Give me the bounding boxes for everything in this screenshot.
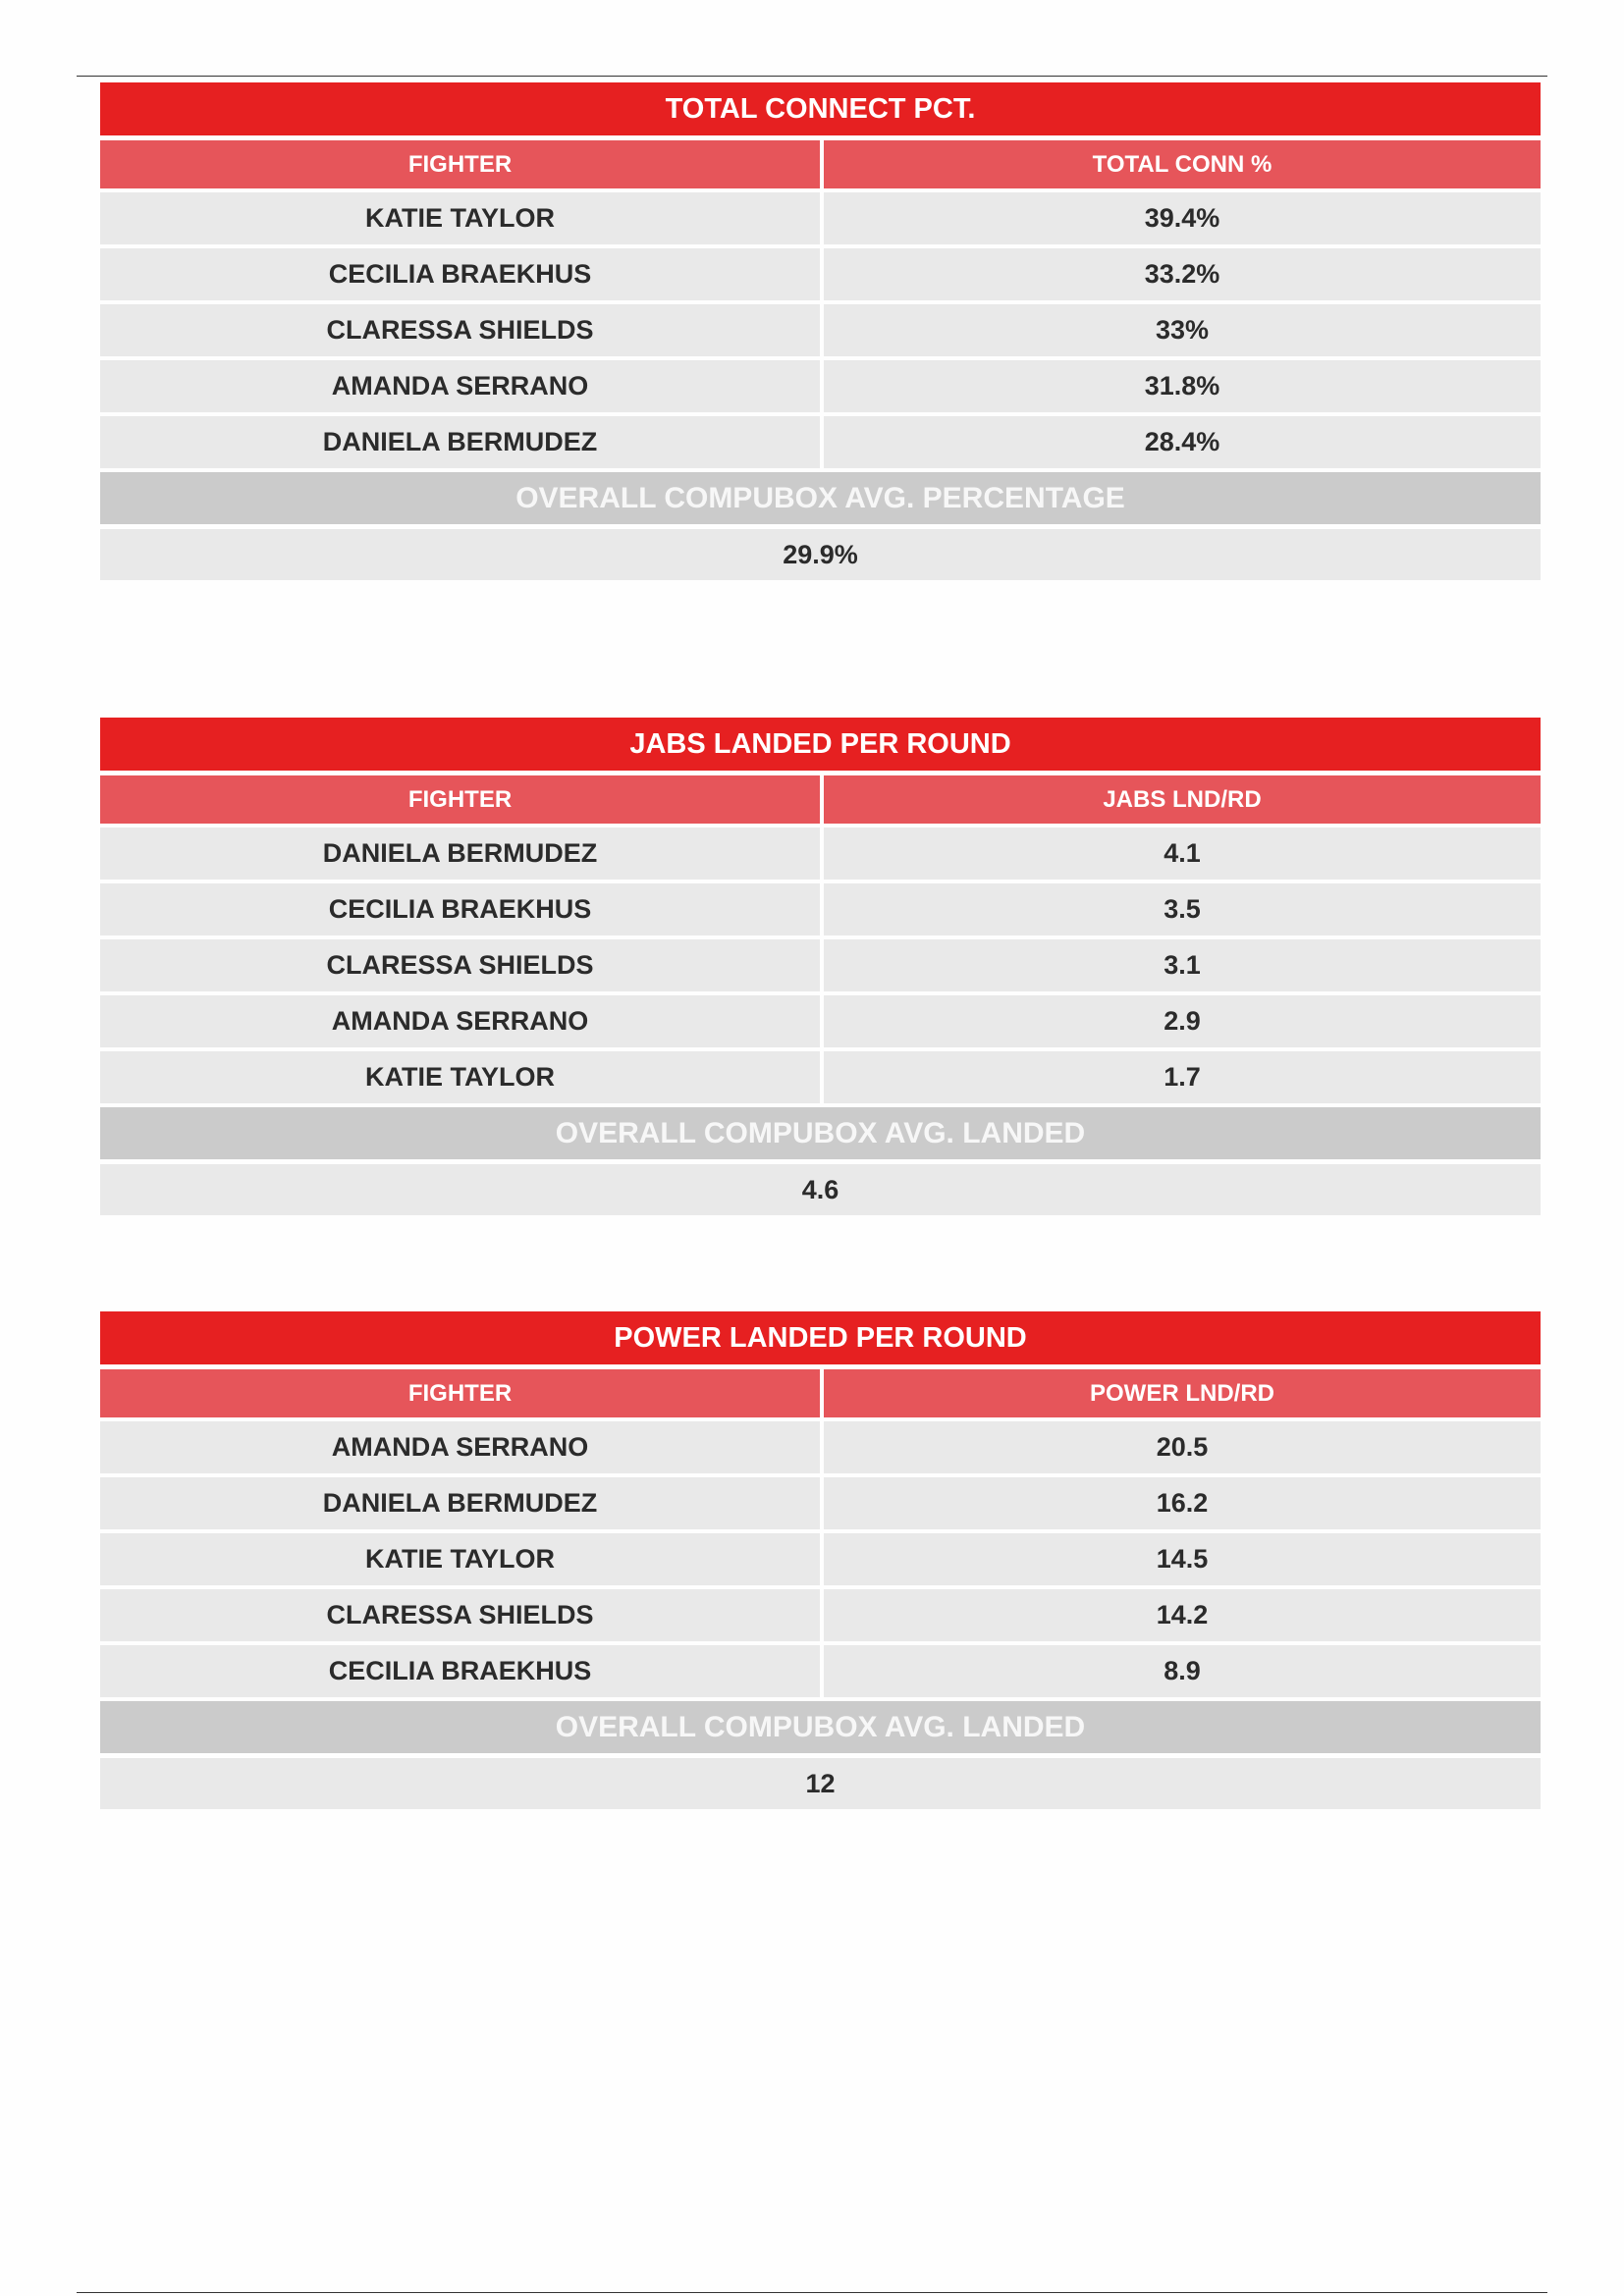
column-header-fighter: FIGHTER xyxy=(100,140,820,188)
table-row xyxy=(100,1645,1541,1697)
column-header-fighter: FIGHTER xyxy=(100,1369,820,1417)
top-rule xyxy=(77,76,1547,77)
table-row xyxy=(100,995,1541,1047)
overall-value: 4.6 xyxy=(100,1164,1541,1215)
fighter-name: CLARESSA SHIELDS xyxy=(100,939,820,991)
fighter-name: DANIELA BERMUDEZ xyxy=(100,1477,820,1529)
stat-value: 33% xyxy=(824,304,1541,356)
overall-label: OVERALL COMPUBOX AVG. LANDED xyxy=(100,1701,1541,1753)
stat-value: 8.9 xyxy=(824,1645,1541,1697)
power-landed-table xyxy=(100,1311,1541,1809)
stat-value: 14.5 xyxy=(824,1533,1541,1585)
table-title: TOTAL CONNECT PCT. xyxy=(100,82,1541,135)
table-row xyxy=(100,1051,1541,1103)
fighter-name: KATIE TAYLOR xyxy=(100,1533,820,1585)
table-row xyxy=(100,1477,1541,1529)
bottom-rule xyxy=(77,2292,1547,2293)
fighter-name: DANIELA BERMUDEZ xyxy=(100,416,820,468)
fighter-name: AMANDA SERRANO xyxy=(100,360,820,412)
stat-value: 39.4% xyxy=(824,192,1541,244)
stat-value: 31.8% xyxy=(824,360,1541,412)
stat-value: 16.2 xyxy=(824,1477,1541,1529)
stat-value: 2.9 xyxy=(824,995,1541,1047)
fighter-name: KATIE TAYLOR xyxy=(100,192,820,244)
stat-value: 1.7 xyxy=(824,1051,1541,1103)
overall-value: 12 xyxy=(100,1758,1541,1809)
jabs-landed-table xyxy=(100,718,1541,1215)
table-row xyxy=(100,304,1541,356)
table-row xyxy=(100,416,1541,468)
stat-value: 20.5 xyxy=(824,1421,1541,1473)
fighter-name: AMANDA SERRANO xyxy=(100,995,820,1047)
fighter-name: CECILIA BRAEKHUS xyxy=(100,248,820,300)
fighter-name: DANIELA BERMUDEZ xyxy=(100,828,820,880)
stat-value: 28.4% xyxy=(824,416,1541,468)
table-header-row xyxy=(100,140,1541,188)
fighter-name: CLARESSA SHIELDS xyxy=(100,304,820,356)
column-header-value: POWER LND/RD xyxy=(824,1369,1541,1417)
table-row xyxy=(100,1533,1541,1585)
fighter-name: CECILIA BRAEKHUS xyxy=(100,1645,820,1697)
table-row xyxy=(100,1421,1541,1473)
table-title: JABS LANDED PER ROUND xyxy=(100,718,1541,771)
overall-label: OVERALL COMPUBOX AVG. LANDED xyxy=(100,1107,1541,1159)
fighter-name: AMANDA SERRANO xyxy=(100,1421,820,1473)
fighter-name: CLARESSA SHIELDS xyxy=(100,1589,820,1641)
table-row xyxy=(100,828,1541,880)
overall-value: 29.9% xyxy=(100,529,1541,580)
table-row xyxy=(100,360,1541,412)
table-row xyxy=(100,248,1541,300)
table-row xyxy=(100,939,1541,991)
stat-value: 33.2% xyxy=(824,248,1541,300)
table-row xyxy=(100,1589,1541,1641)
column-header-value: JABS LND/RD xyxy=(824,775,1541,824)
table-row xyxy=(100,883,1541,935)
column-header-fighter: FIGHTER xyxy=(100,775,820,824)
stat-value: 4.1 xyxy=(824,828,1541,880)
fighter-name: CECILIA BRAEKHUS xyxy=(100,883,820,935)
table-row xyxy=(100,192,1541,244)
table-header-row xyxy=(100,1369,1541,1417)
total-connect-table xyxy=(100,82,1541,580)
overall-label: OVERALL COMPUBOX AVG. PERCENTAGE xyxy=(100,472,1541,524)
stat-value: 3.5 xyxy=(824,883,1541,935)
stat-value: 14.2 xyxy=(824,1589,1541,1641)
table-title: POWER LANDED PER ROUND xyxy=(100,1311,1541,1364)
column-header-value: TOTAL CONN % xyxy=(824,140,1541,188)
fighter-name: KATIE TAYLOR xyxy=(100,1051,820,1103)
table-header-row xyxy=(100,775,1541,824)
stat-value: 3.1 xyxy=(824,939,1541,991)
